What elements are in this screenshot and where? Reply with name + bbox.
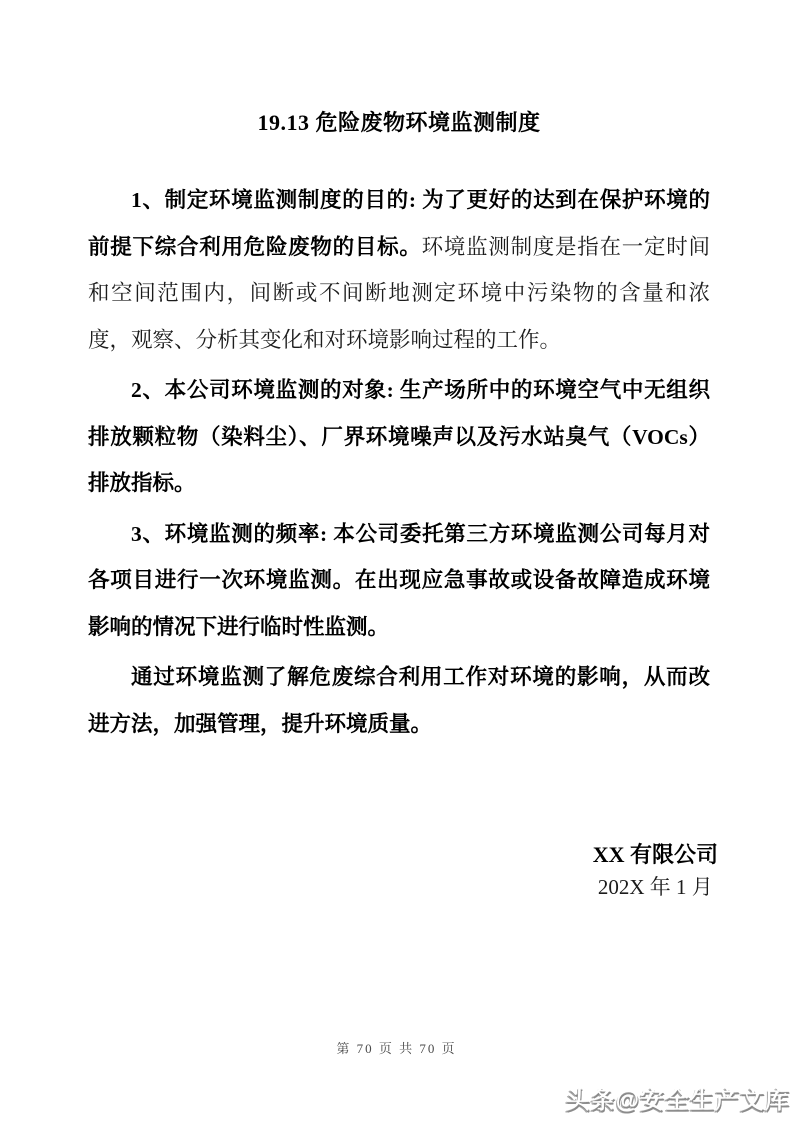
signature-date: 202X 年 1 月 xyxy=(597,875,713,899)
paragraph-bold-run: 2、本公司环境监测的对象: 生产场所中的环境空气中无组织排放颗粒物（染料尘）、厂界环境噪声以及污水站臭气（VOCs）排放指标。 xyxy=(88,378,710,495)
signature-block xyxy=(88,839,718,903)
signature-company: XX 有限公司 xyxy=(592,842,718,867)
document-content xyxy=(88,0,718,903)
document-title: 19.13 危险废物环境监测制度 xyxy=(257,110,541,135)
page-number: 第 70 页 共 70 页 xyxy=(336,1041,457,1056)
paragraph-frequency xyxy=(88,511,710,651)
signature-inner xyxy=(593,839,718,903)
paragraph-bold-run: 3、环境监测的频率: 本公司委托第三方环境监测公司每月对各项目进行一次环境监测。在出现应急事故或设备故障造成环境影响的情况下进行临时性监测。 xyxy=(88,521,710,639)
paragraph-targets xyxy=(88,367,710,507)
document-body xyxy=(88,177,710,747)
watermark: 头条@安全生产文库 xyxy=(565,1087,790,1114)
paragraph-purpose xyxy=(88,177,710,363)
paragraph-regular-run: 环境监测制度是指在一定时间和空间范围内，间断或不间断地测定环境中污染物的含量和浓度，观察、分析其变化和对环境影响过程的工作。 xyxy=(88,234,710,352)
paragraph-bold-run: 1、制定环境监测制度的目的: 为了更好的达到在保护环境的前提下综合利用危险废物的目标。 xyxy=(88,188,710,259)
paragraph-bold-run: 通过环境监测了解危废综合利用工作对环境的影响，从而改进方法，加强管理，提升环境质量。 xyxy=(88,665,710,736)
paragraph-summary xyxy=(88,654,710,747)
